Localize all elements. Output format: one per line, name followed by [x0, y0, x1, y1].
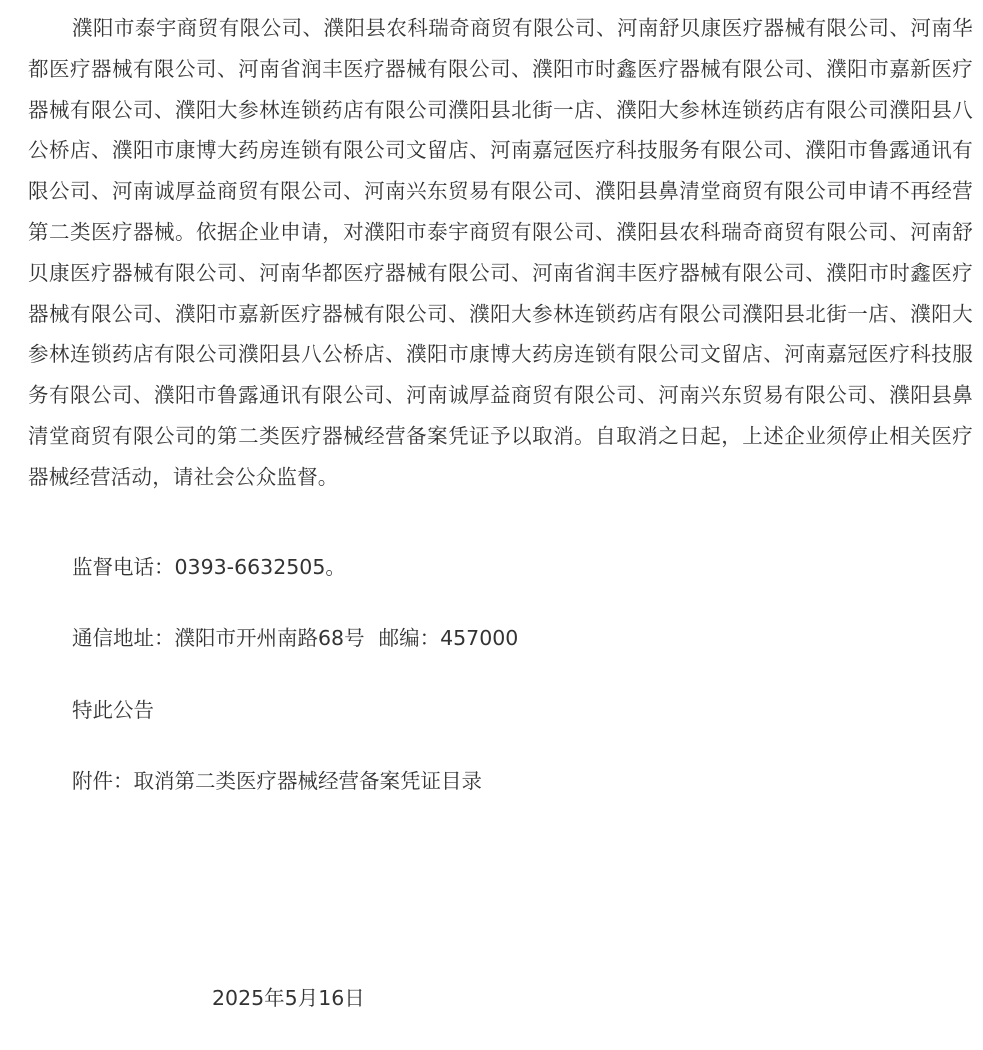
closing-statement: 特此公告 [72, 698, 154, 722]
attachment-line [72, 766, 482, 796]
address-label: 通信地址： [72, 626, 175, 650]
phone-label: 监督电话： [72, 555, 175, 579]
supervision-phone [72, 552, 346, 582]
mailing-address [72, 623, 518, 653]
notice-date: 2025年5月16日 [212, 986, 365, 1010]
attachment-label: 附件： [72, 769, 134, 793]
postcode-value: 457000 [440, 626, 519, 650]
address-value: 濮阳市开州南路68号 [174, 626, 365, 650]
notice-body-paragraph: 濮阳市泰宇商贸有限公司、濮阳县农科瑞奇商贸有限公司、河南舒贝康医疗器械有限公司、河南华都医疗器械有限公司、河南省润丰医疗器械有限公司、濮阳市时鑫医疗器械有限公司、濮阳市嘉新医疗器械有限公司、濮阳大参林连锁药店有限公司濮阳县北街一店、濮阳大参林连锁药店有限公司濮阳县八公桥店、濮阳市康博大药房连锁有限公司文留店、河南嘉冠医疗科技服务有限公司、濮阳市鲁露通讯有限公司、河南诚厚益商贸有限公司、河南兴东贸易有限公司、濮阳县鼻清堂商贸有限公司申请不再经营第二类医疗器械。依据企业申请，对濮阳市泰宇商贸有限公司、濮阳县农科瑞奇商贸有限公司、河南舒贝康医疗器械有限公司、河南华都医疗器械有限公司、河南省润丰医疗器械有限公司、濮阳市时鑫医疗器械有限公司、濮阳市嘉新医疗器械有限公司、濮阳大参林连锁药店有限公司濮阳县北街一店、濮阳大参林连锁药店有限公司濮阳县八公桥店、濮阳市康博大药房连锁有限公司文留店、河南嘉冠医疗科技服务有限公司、濮阳市鲁露通讯有限公司、河南诚厚益商贸有限公司、河南兴东贸易有限公司、濮阳县鼻清堂商贸有限公司的第二类医疗器械经营备案凭证予以取消。自取消之日起，上述企业须停止相关医疗器械经营活动，请社会公众监督。 [28, 16, 973, 489]
attachment-title: 取消第二类医疗器械经营备案凭证目录 [133, 769, 482, 793]
postcode-label: 邮编： [378, 626, 441, 650]
phone-value: 0393-6632505。 [174, 555, 346, 579]
